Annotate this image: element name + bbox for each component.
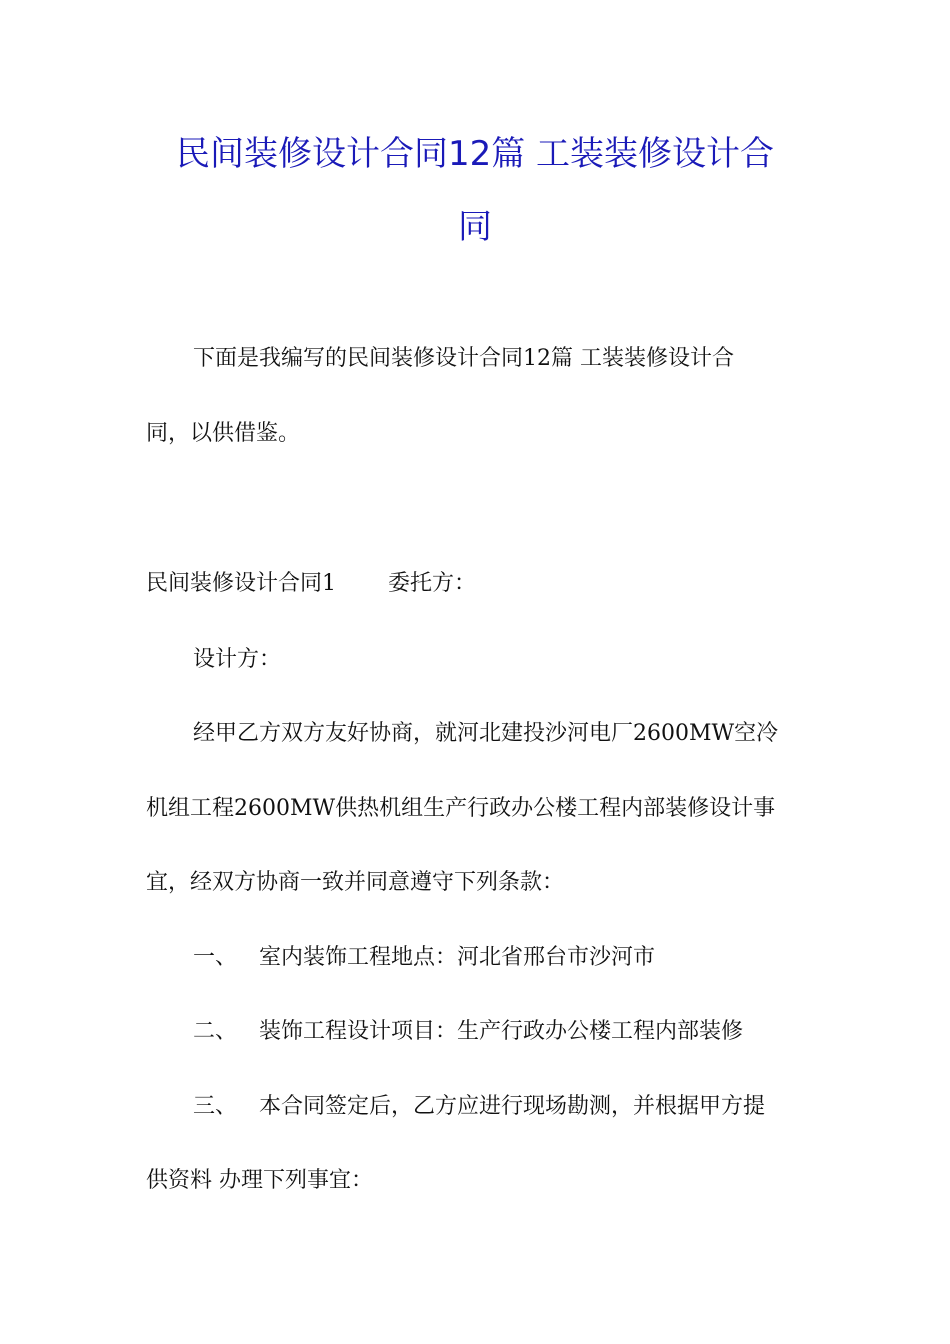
clause-item-2 <box>193 1018 743 1046</box>
intro-line-1: 下面是我编写的民间装修设计合同12篇 工装装修设计合 <box>193 346 734 371</box>
designer-label: 设计方： <box>193 647 282 672</box>
contract-heading: 民间装修设计合同1 <box>146 571 336 596</box>
clause-number: 二、 <box>193 1019 238 1044</box>
clause-item-3 <box>193 1093 765 1121</box>
clause-item-3-line-2: 供资料 办理下列事宜： <box>146 1168 373 1193</box>
paragraph-1-line-1: 经甲乙方双方友好协商，就河北建投沙河电厂2600MW空冷 <box>193 721 779 746</box>
clause-text: 本合同签定后，乙方应进行现场勘测，并根据甲方提 <box>259 1094 766 1119</box>
client-label: 委托方： <box>388 571 477 596</box>
clause-text: 室内装饰工程地点：河北省邢台市沙河市 <box>259 945 656 970</box>
clause-text: 装饰工程设计项目：生产行政办公楼工程内部装修 <box>259 1019 744 1044</box>
clause-item-1 <box>193 944 655 972</box>
document-title-line-1: 民间装修设计合同12篇 工装装修设计合 <box>175 134 775 174</box>
contract-heading-row <box>146 570 476 598</box>
paragraph-1-line-3: 宜，经双方协商一致并同意遵守下列条款： <box>146 870 565 895</box>
paragraph-1-line-2: 机组工程2600MW供热机组生产行政办公楼工程内部装修设计事 <box>146 796 776 821</box>
intro-line-2: 同，以供借鉴。 <box>146 421 301 446</box>
document-title-line-2: 同 <box>458 207 492 247</box>
clause-number: 三、 <box>193 1094 238 1119</box>
clause-number: 一、 <box>193 945 238 970</box>
